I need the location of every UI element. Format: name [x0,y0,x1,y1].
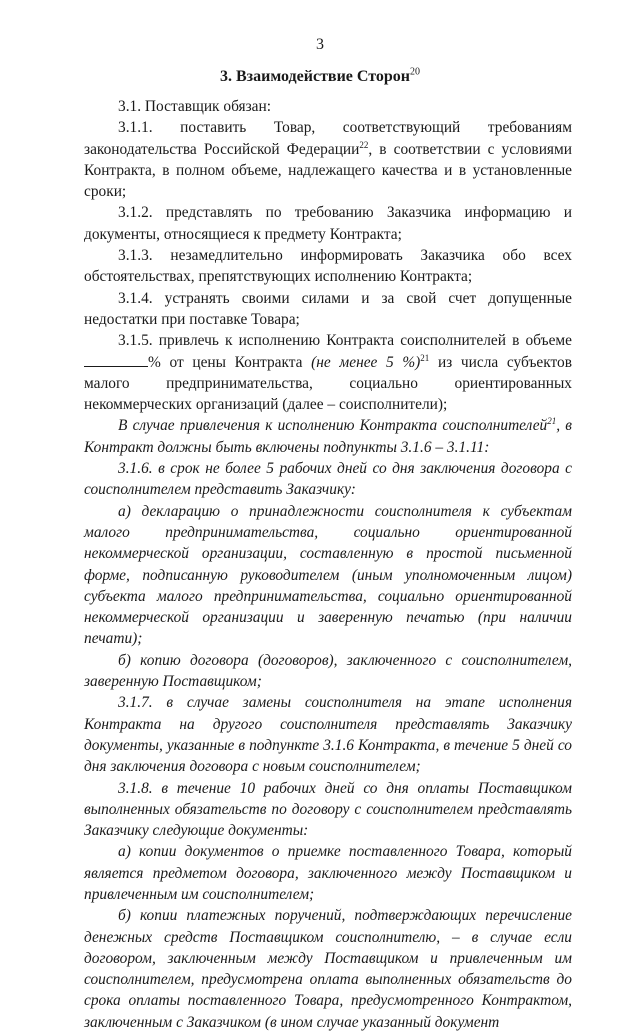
paragraph-3-1-8-b: б) копии платежных поручений, подтверждающих перечисление денежных средств Поставщиком соисполнителю, – в случае если договором, заключенным между Поставщиком и привлеченным им соисполнителем, предусмотрена оплата выполненных обязательств до срока оплаты поставленного Товара, предусмотренного Контрактом, заключенным с Заказчиком (в ином случае указанный документ [84,907,572,1031]
paragraph-text: , в Контракт должны быть включены подпункты 3.1.6 – 3.1.11: [84,417,572,456]
paragraph-3-1-1 [84,117,572,202]
paragraph-3-1-5 [84,330,572,415]
paragraph-3-1: 3.1. Поставщик обязан: [118,98,272,115]
paragraph-text: 3.1.5. привлечь к исполнению Контракта соисполнителей в объеме [118,332,572,350]
footnote-ref: 21 [547,416,557,427]
page-number: 3 [316,36,324,53]
paragraph-3-1-8: 3.1.8. в течение 10 рабочих дней со дня оплаты Поставщиком выполненных обязательств по договору с соисполнителем представлять Заказчику следующие документы: [84,779,572,840]
paragraph-3-1-6-a: а) декларацию о принадлежности соисполнителя к субъектам малого предпринимательства, социально ориентированной некоммерческой организации, составленную в простой письменной форме, подписанную руководителем (иным уполномоченным лицом) субъекта малого предпринимательства, социально ориентированной некоммерческой организации и заверенную печатью (при наличии печати); [84,502,572,648]
paragraph-3-1-7: 3.1.7. в случае замены соисполнителя на этапе исполнения Контракта на другого соисполнителя представлять Заказчику документы, указанные в подпункте 3.1.6 Контракта, в течение 5 дней со дня заключения договора с новым соисполнителем; [84,694,572,776]
paragraph-3-1-4: 3.1.4. устранять своими силами и за свой счет допущенные недостатки при поставке Товара; [84,289,572,328]
paragraph-3-1-2: 3.1.2. представлять по требованию Заказчика информацию и документы, относящиеся к предмету Контракта; [84,204,572,243]
footnote-ref: 20 [410,66,420,78]
footnote-ref: 22 [359,139,369,150]
footnote-ref: 21 [420,352,430,363]
paragraph-3-1-6-b: б) копию договора (договоров), заключенного с соисполнителем, заверенную Поставщиком; [84,651,572,691]
italic-note: (не менее 5 %) [311,353,421,371]
paragraph-text: , в соответствии с условиями Контракта, в полном объеме, надлежащего качества и в установленные сроки; [84,140,572,201]
section-heading-text: 3. Взаимодействие Сторон [220,68,410,85]
paragraph-text: % от цены Контракта [148,353,303,371]
paragraph-3-1-6: 3.1.6. в срок не более 5 рабочих дней со дня заключения договора с соисполнителем представить Заказчику: [84,460,572,499]
paragraph-3-1-3: 3.1.3. незамедлительно информировать Заказчика обо всех обстоятельствах, препятствующих исполнению Контракта; [84,247,572,286]
paragraph-3-1-8-a: а) копии документов о приемке поставленного Товара, который является предметом договора, заключенного между Поставщиком и привлеченным им соисполнителем; [84,843,572,903]
instruction-note [84,415,572,458]
paragraph-text: из числа субъектов малого предпринимательства, социально ориентированных некоммерческих организаций (далее – соисполнители); [84,353,572,414]
paragraph-text: В случае привлечения к исполнению Контракта соисполнителей [118,417,548,435]
section-heading [0,68,640,86]
document-body [84,96,572,1033]
blank-field [84,354,148,367]
paragraph-text: 3.1.1. поставить Товар, соответствующий требованиям законодательства Российской Федерации [84,119,572,158]
